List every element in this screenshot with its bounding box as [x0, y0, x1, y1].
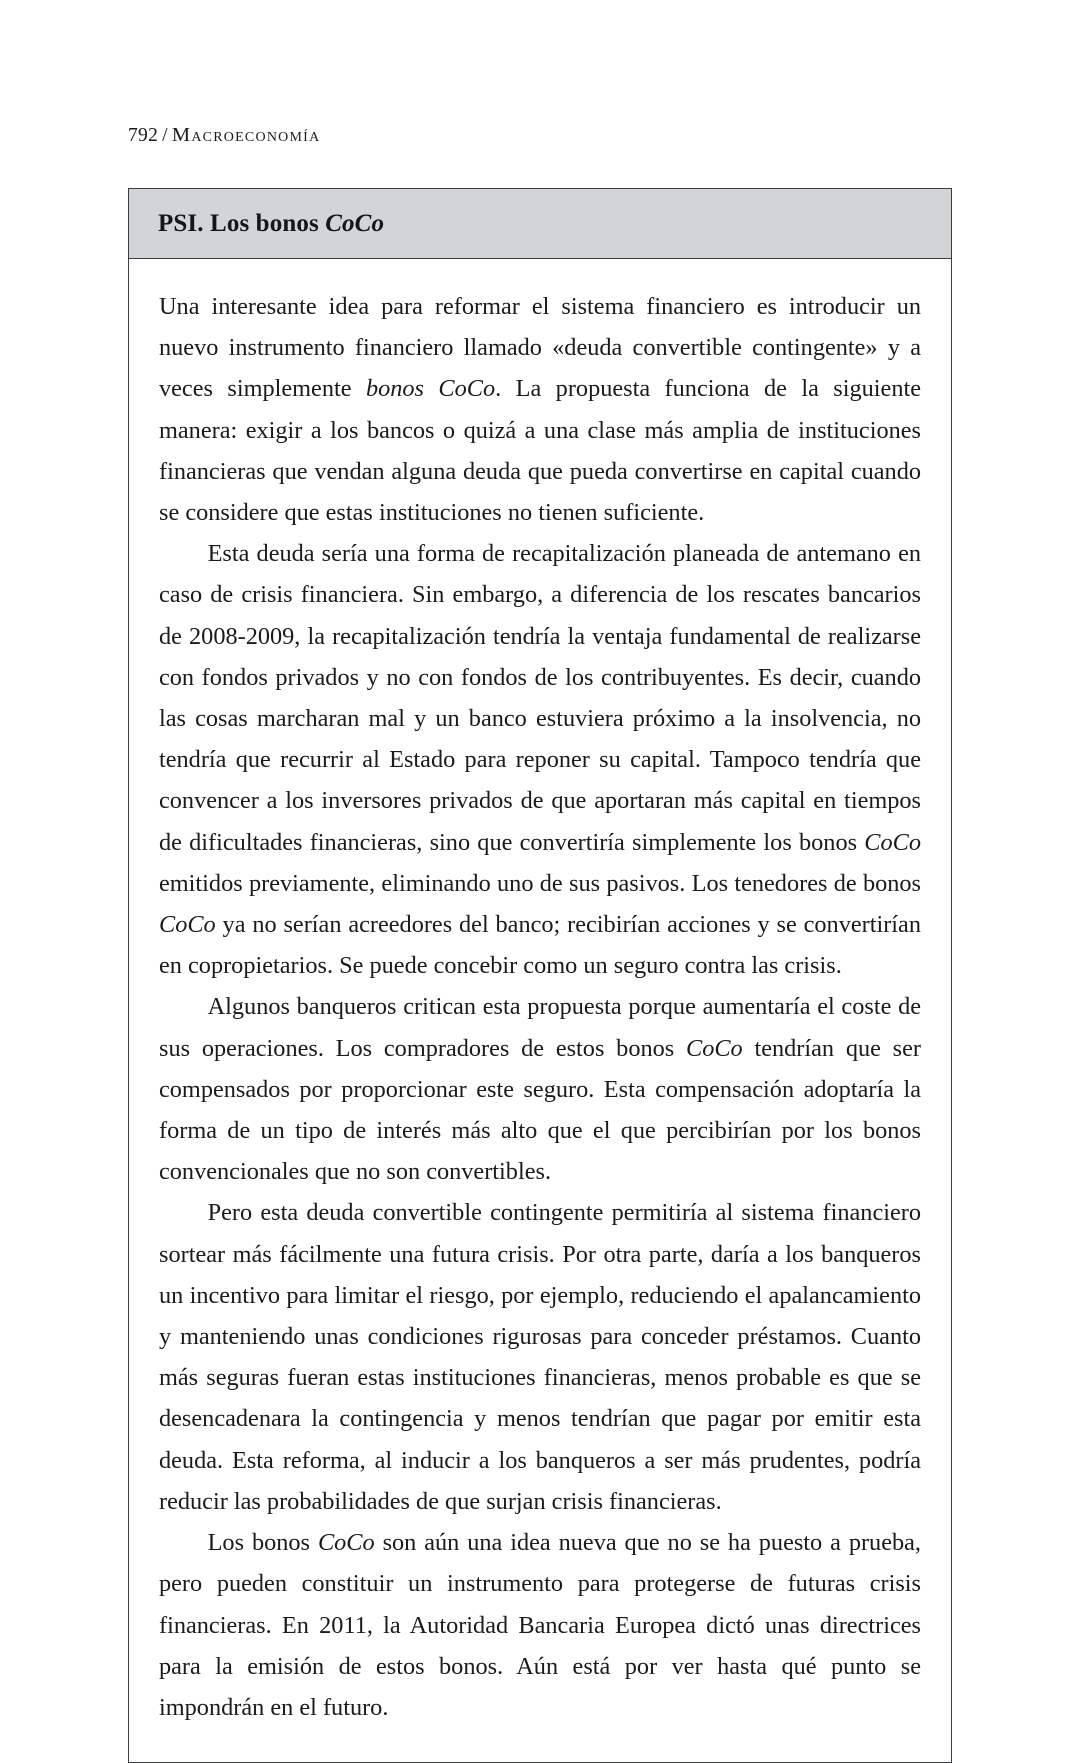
page-number: 792 — [128, 125, 159, 146]
feature-box-title-prefix: PSI. Los bonos — [158, 209, 326, 237]
running-head-separator: / — [162, 125, 168, 146]
italic-term: CoCo — [159, 911, 216, 939]
paragraph: Algunos banqueros critican esta propuesta porque aumentaría el coste de sus operaciones. Los compradores de estos bonos CoCo tendrían que ser compensados por proporcionar este seguro. Esta compensación adoptaría la forma de un tipo de interés más alto que el que percibirían por los bonos convencionales que no son convertibles. — [159, 993, 921, 1186]
feature-box — [128, 188, 952, 1763]
italic-term: CoCo — [685, 1034, 743, 1062]
feature-box-header — [129, 189, 951, 259]
italic-term: CoCo — [864, 828, 921, 856]
paragraph: Una interesante idea para reformar el sistema financiero es introducir un nuevo instrumento financiero llamado «deuda convertible contingente» y a veces simplemente bonos CoCo. La propuesta funciona de la siguiente manera: exigir a los bancos o quizá a una clase más amplia de instituciones financieras que vendan alguna deuda que pueda convertirse en capital cuando se considere que estas instituciones no tienen suficiente. — [159, 293, 921, 527]
paragraph: Los bonos CoCo son aún una idea nueva que no se ha puesto a prueba, pero pueden constituir un instrumento para protegerse de futuras crisis financieras. En 2011, la Autoridad Bancaria Europea dictó unas directrices para la emisión de estos bonos. Aún está por ver hasta qué punto se impondrán en el futuro. — [159, 1529, 922, 1721]
paragraph: Esta deuda sería una forma de recapitalización planeada de antemano en caso de crisis financiera. Sin embargo, a diferencia de los rescates bancarios de 2008-2009, la recapitalización tendría la ventaja fundamental de realizarse con fondos privados y no con fondos de los contribuyentes. Es decir, cuando las cosas marcharan mal y un banco estuviera próximo a la insolvencia, no tendría que recurrir al Estado para reponer su capital. Tampoco tendría que convencer a los inversores privados de que aportaran más capital en tiempos de dificultades financieras, sino que convertiría simplemente los bonos CoCo emitidos previamente, eliminando uno de sus pasivos. Los tenedores de bonos CoCo ya no serían acreedores del banco; recibirían acciones y se convertirían en copropietarios. Se puede concebir como un seguro contra las crisis. — [159, 540, 921, 980]
italic-term: CoCo — [317, 1529, 375, 1557]
book-title: Macroeconomía — [171, 124, 321, 146]
feature-box-title-italic: CoCo — [325, 209, 385, 237]
feature-box-title — [158, 210, 384, 238]
feature-box-body — [129, 259, 951, 1762]
running-head — [128, 124, 320, 147]
italic-term: bonos CoCo — [365, 375, 496, 403]
paragraph: Pero esta deuda convertible contingente permitiría al sistema financiero sortear más fácilmente una futura crisis. Por otra parte, daría a los banqueros un incentivo para limitar el riesgo, por ejemplo, reduciendo el apalancamiento y manteniendo unas condiciones rigurosas para conceder préstamos. Cuanto más seguras fueran estas instituciones financieras, menos probable es que se desencadenara la contingencia y menos tendrían que pagar por emitir esta deuda. Esta reforma, al inducir a los banqueros a ser más prudentes, podría reducir las probabilidades de que surjan crisis financieras. — [159, 1199, 921, 1515]
